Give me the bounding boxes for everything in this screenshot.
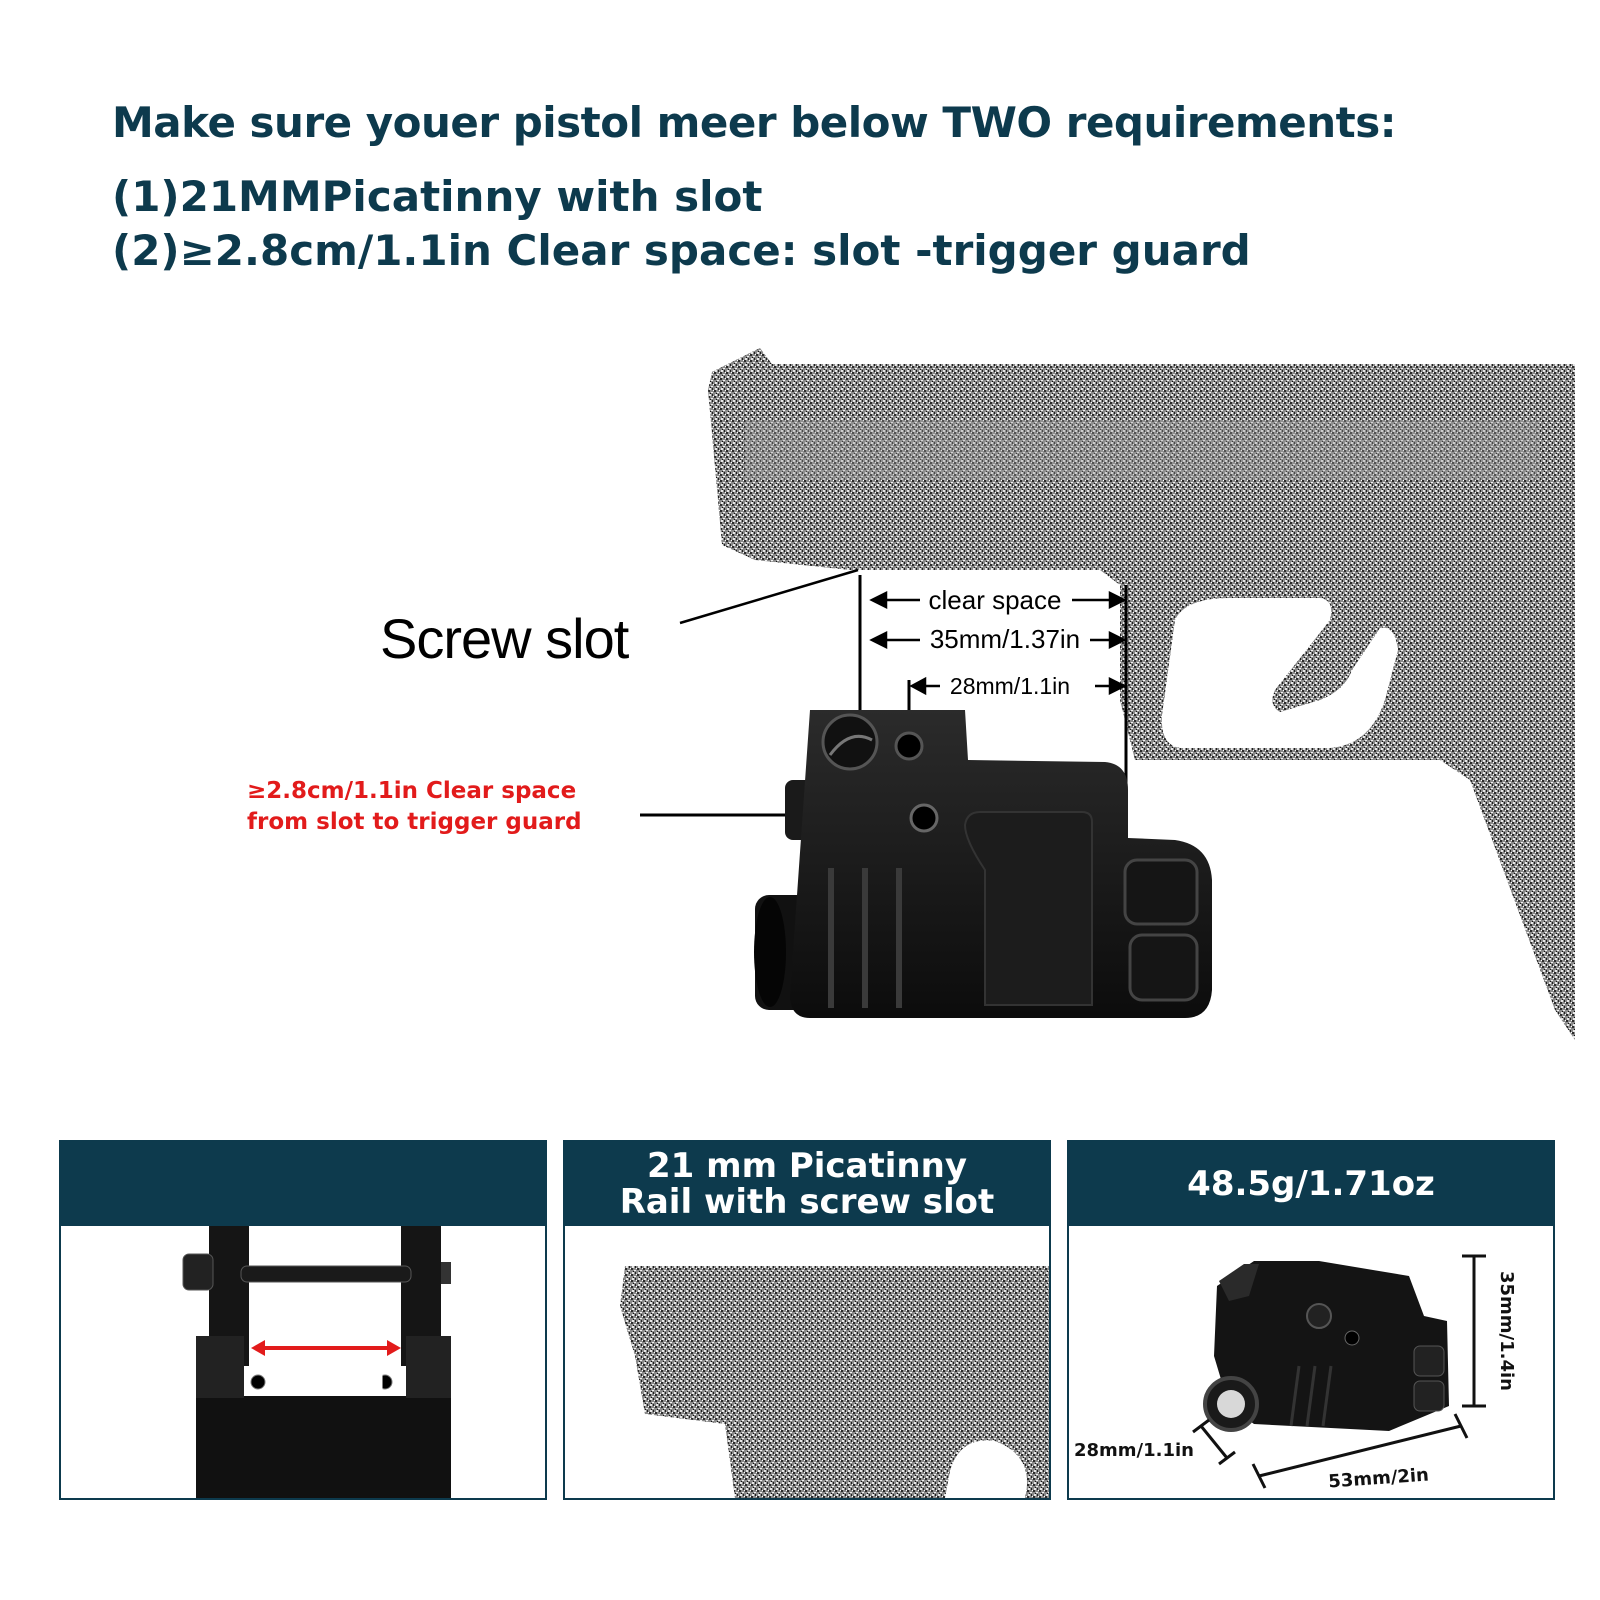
screw-slot-leader xyxy=(680,570,858,623)
light-dimensions-illustration xyxy=(1069,1226,1553,1498)
35mm-label: 35mm/1.37in xyxy=(929,624,1081,654)
rail-width-dimension: 20MM xyxy=(264,1358,386,1399)
length-dimension: 53mm/2in xyxy=(1327,1464,1430,1493)
rail-width-panel xyxy=(59,1140,547,1500)
laser-port xyxy=(896,733,922,759)
clear-space-label: clear space xyxy=(928,585,1062,615)
height-dimension: 35mm/1.4in xyxy=(1496,1270,1517,1392)
switch-button-bottom xyxy=(1130,935,1197,1000)
switch-button-top xyxy=(1125,860,1197,924)
width-dimension: 28mm/1.1in xyxy=(1073,1440,1195,1461)
weight-panel-header: 48.5g/1.71oz xyxy=(1069,1142,1553,1226)
screw-slot-label: Screw slot xyxy=(380,607,629,670)
page-title: Make sure youer pistol meer below TWO requirements: xyxy=(112,98,1397,147)
rail-clamp-illustration xyxy=(61,1226,545,1498)
pistol-slide xyxy=(745,420,1540,480)
mount-screw xyxy=(911,805,937,831)
clear-space-note-line1: ≥2.8cm/1.1in Clear space xyxy=(247,778,577,804)
weight-panel xyxy=(1067,1140,1555,1500)
rail-width-panel-header xyxy=(61,1142,545,1226)
rail-slot-illustration xyxy=(565,1226,1049,1498)
screw-knob xyxy=(823,715,877,769)
requirement-one: (1)21MMPicatinny with slot xyxy=(112,172,763,221)
rail-slot-panel xyxy=(563,1140,1051,1500)
rail-slot-panel-header: 21 mm Picatinny Rail with screw slot xyxy=(565,1142,1049,1226)
clear-space-note-line2: from slot to trigger guard xyxy=(247,809,582,835)
requirement-two: (2)≥2.8cm/1.1in Clear space: slot -trigger guard xyxy=(112,226,1251,275)
28mm-label: 28mm/1.1in xyxy=(949,673,1071,699)
